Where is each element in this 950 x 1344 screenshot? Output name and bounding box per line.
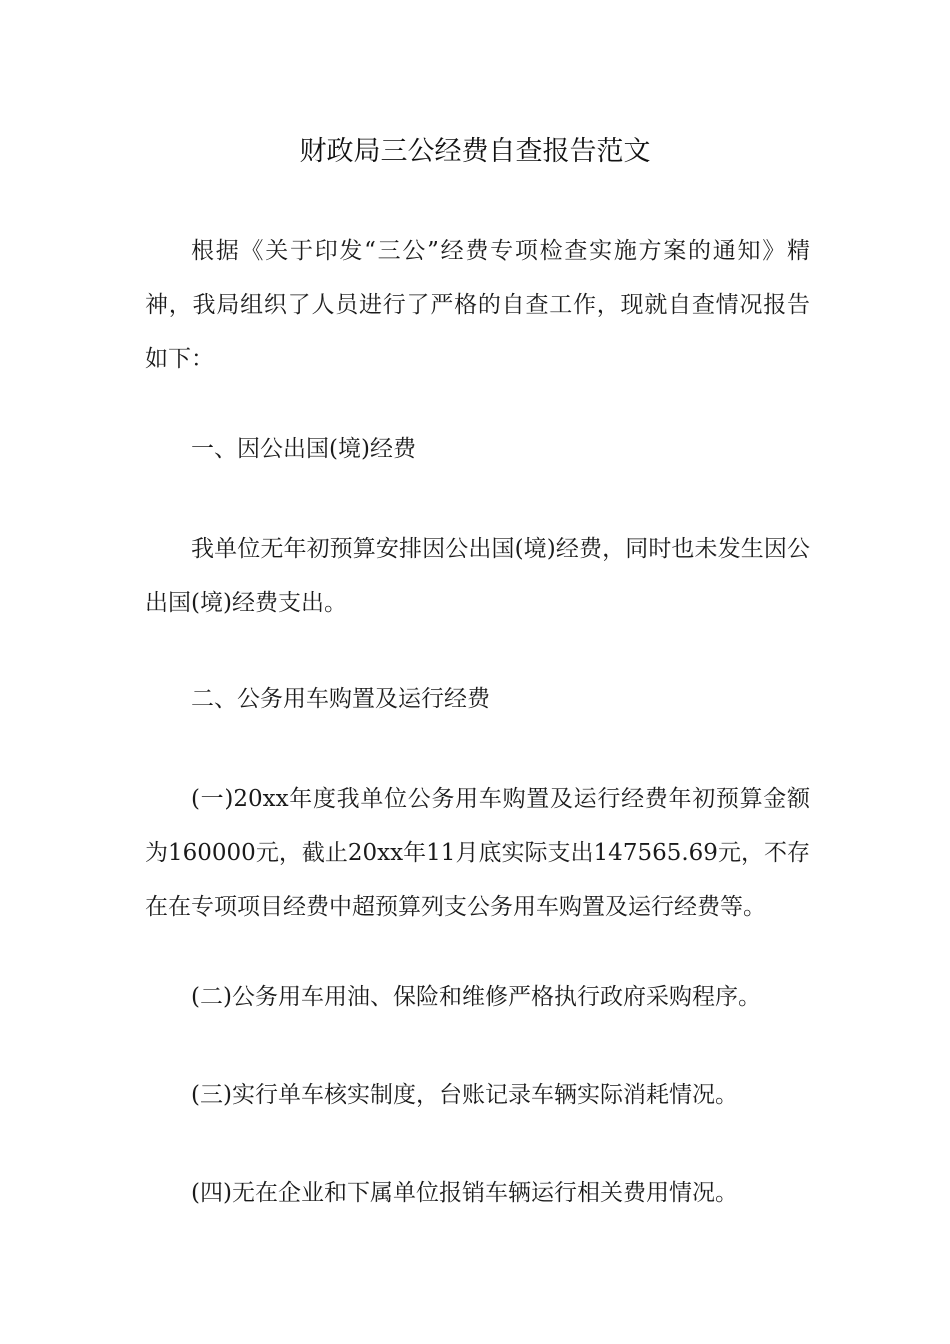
section-2-item-4: (四)无在企业和下属单位报销车辆运行相关费用情况。 (191, 1180, 738, 1206)
section-heading-2: 二、公务用车购置及运行经费 (191, 686, 490, 712)
intro-paragraph: 根据《关于印发“三公”经费专项检查实施方案的通知》精神，我局组织了人员进行了严格的自查工作，现就自查情况报告如下： (145, 238, 810, 372)
section-2-item-1: (一)20xx年度我单位公务用车购置及运行经费年初预算金额为160000元，截止20xx年11月底实际支出147565.69元，不存在在专项项目经费中超预算列支公务用车购置及运行经费等。 (145, 786, 810, 920)
document-title: 财政局三公经费自查报告范文 (299, 136, 651, 167)
section-1-paragraph: 我单位无年初预算安排因公出国(境)经费，同时也未发生因公出国(境)经费支出。 (145, 536, 810, 616)
section-2-item-3: (三)实行单车核实制度，台账记录车辆实际消耗情况。 (191, 1082, 738, 1108)
section-heading-1: 一、因公出国(境)经费 (191, 436, 416, 462)
section-2-item-2: (二)公务用车用油、保险和维修严格执行政府采购程序。 (191, 984, 761, 1010)
